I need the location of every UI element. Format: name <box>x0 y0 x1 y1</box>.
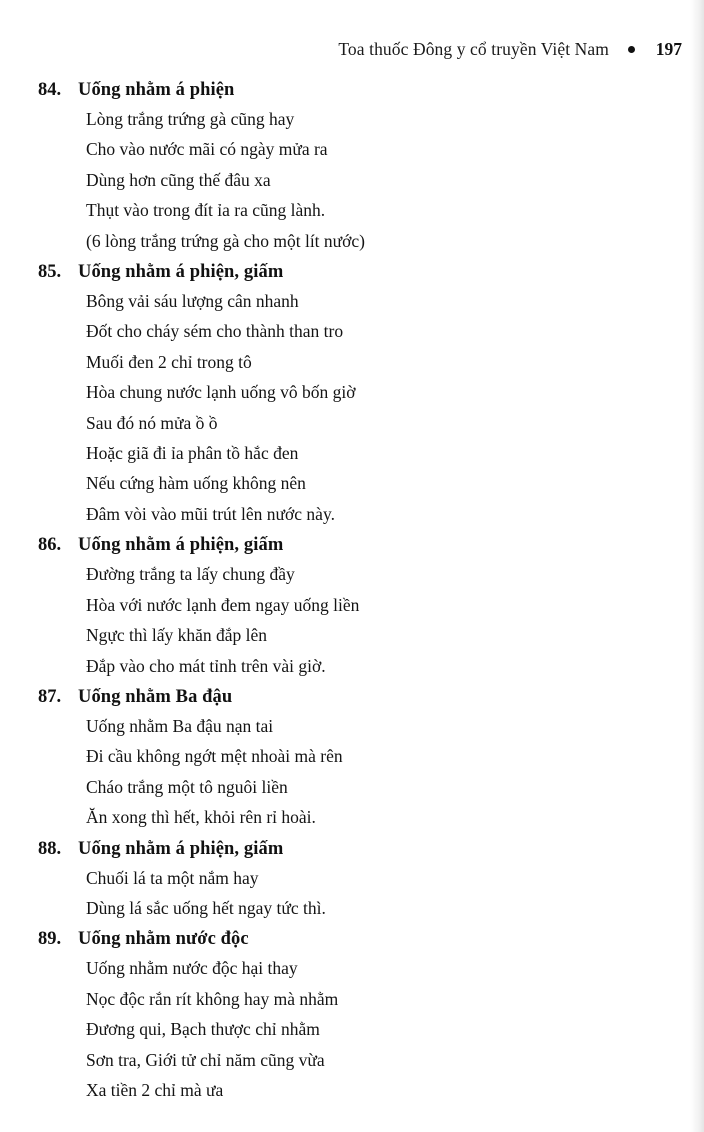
entry-number: 86. <box>38 535 62 556</box>
verse-line: Ăn xong thì hết, khỏi rên rỉ hoài. <box>86 807 316 828</box>
entry-verse <box>0 104 704 256</box>
verse-line: Sau đó nó mửa ồ ồ <box>86 412 218 433</box>
verse-line: Hòa với nước lạnh đem ngay uống liền <box>86 594 360 615</box>
verse-line: Xa tiền 2 chỉ mà ưa <box>86 1079 224 1100</box>
entry-title: Uống nhằm á phiện, giấm <box>78 838 284 859</box>
entry-verse <box>0 711 704 833</box>
verse-line: Nọc độc rắn rít không hay mà nhằm <box>86 988 339 1009</box>
bullet-dot-icon <box>628 46 635 53</box>
verse-line: Hòa chung nước lạnh uống vô bốn giờ <box>86 382 356 403</box>
verse-line: Bông vải sáu lượng cân nhanh <box>86 291 299 312</box>
entry-title: Uống nhằm Ba đậu <box>78 686 233 707</box>
header-title: Toa thuốc Đông y cổ truyền Việt Nam <box>338 38 609 59</box>
verse-line: Ngực thì lấy khăn đắp lên <box>86 625 268 646</box>
verse-line: Chuối lá ta một nắm hay <box>86 867 259 888</box>
entry-title: Uống nhằm á phiện, giấm <box>78 262 284 283</box>
verse-line: Đâm vòi vào mũi trút lên nước này. <box>86 503 335 524</box>
verse-line: Thụt vào trong đít ỉa ra cũng lành. <box>86 200 326 221</box>
verse-line: Đi cầu không ngớt mệt nhoài mà rên <box>86 746 343 767</box>
verse-line: Cho vào nước mãi có ngày mửa ra <box>86 139 328 160</box>
recipe-entry <box>0 929 704 1105</box>
verse-line: Đốt cho cháy sém cho thành than tro <box>86 321 344 342</box>
recipe-entry <box>0 839 704 924</box>
page-number: 197 <box>655 38 682 59</box>
entry-title: Uống nhằm nước độc <box>78 929 249 950</box>
recipe-entry <box>0 687 704 833</box>
verse-line: Dùng lá sắc uống hết ngay tức thì. <box>86 897 326 918</box>
page-content <box>0 80 704 1111</box>
entry-title: Uống nhằm á phiện, giấm <box>78 535 284 556</box>
verse-line-note: (6 lòng trắng trứng gà cho một lít nước) <box>86 230 366 251</box>
entry-heading <box>0 535 704 556</box>
verse-line: Uống nhằm Ba đậu nạn tai <box>86 715 274 736</box>
page-header <box>0 34 704 64</box>
verse-line: Đương qui, Bạch thược chỉ nhằm <box>86 1019 320 1040</box>
entry-heading <box>0 80 704 101</box>
verse-line: Hoặc giã đi ỉa phân tồ hắc đen <box>86 443 299 464</box>
verse-line: Đắp vào cho mát tỉnh trên vài giờ. <box>86 655 326 676</box>
verse-line: Nếu cứng hàm uống không nên <box>86 473 306 494</box>
verse-line: Cháo trắng một tô nguôi liền <box>86 776 288 797</box>
verse-line: Lòng trắng trứng gà cũng hay <box>86 109 295 129</box>
entry-heading <box>0 929 704 950</box>
entry-heading <box>0 839 704 860</box>
entry-verse <box>0 953 704 1105</box>
entry-verse <box>0 286 704 529</box>
recipe-entry <box>0 535 704 681</box>
entry-number: 85. <box>38 262 62 283</box>
entry-verse <box>0 863 704 924</box>
recipe-entry <box>0 80 704 256</box>
entry-verse <box>0 559 704 681</box>
verse-line: Muối đen 2 chỉ trong tô <box>86 351 252 372</box>
entry-number: 88. <box>38 838 62 859</box>
verse-line: Sơn tra, Giới tử chỉ năm cũng vừa <box>86 1049 325 1070</box>
entry-title: Uống nhằm á phiện <box>78 80 235 100</box>
verse-line: Uống nhằm nước độc hại thay <box>86 958 298 979</box>
entry-heading <box>0 687 704 708</box>
recipe-entry <box>0 262 704 529</box>
entry-number: 89. <box>38 929 62 950</box>
entry-heading <box>0 262 704 283</box>
verse-line: Dùng hơn cũng thế đâu xa <box>86 169 271 190</box>
entry-number: 87. <box>38 686 62 707</box>
entry-number: 84. <box>38 80 62 100</box>
verse-line: Đường trắng ta lấy chung đầy <box>86 564 295 585</box>
